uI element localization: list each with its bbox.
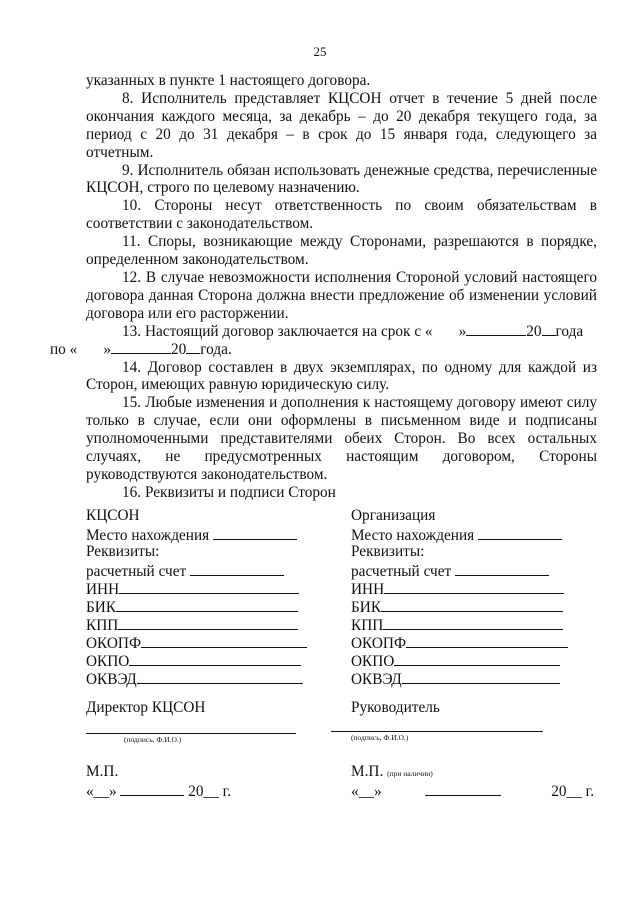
left-account-row: расчетный счет — [86, 561, 284, 581]
right-inn-blank — [384, 579, 564, 594]
year-word-2: года. — [200, 340, 232, 358]
left-okved-row: ОКВЭД — [86, 669, 303, 689]
left-date-row: «__» 20__ г. — [86, 783, 232, 800]
quote-close-2: » — [103, 340, 111, 358]
paragraph-14: 14. Договор составлен в двух экземплярах, по одному для каждой из Сторон, имеющих равную юридическую силу. — [86, 358, 597, 394]
left-signature-caption: (подпись, Ф.И.О.) — [124, 735, 182, 744]
right-stamp-note: (при наличии) — [387, 769, 433, 778]
right-kpp-blank — [383, 615, 563, 630]
right-party-block — [351, 507, 601, 800]
right-date-row: «__» 20__ г. — [351, 783, 595, 800]
left-location-row: Место нахождения — [86, 525, 297, 545]
end-year-blank — [186, 341, 200, 354]
right-party-title: Организация — [351, 507, 436, 524]
left-okopf-row: ОКОПФ — [86, 633, 307, 653]
right-account-row: расчетный счет — [351, 561, 549, 581]
left-signer-title: Директор КЦСОН — [86, 699, 206, 716]
left-okopf-blank — [141, 633, 307, 648]
paragraph-continuation: указанных в пункте 1 настоящего договора. — [86, 72, 371, 89]
right-okopf-blank — [406, 633, 568, 648]
right-location-row: Место нахождения — [351, 525, 562, 545]
year-word: года — [555, 322, 584, 340]
paragraph-11: 11. Споры, возникающие между Сторонами, разрешаются в порядке, определенном законодательством. — [86, 233, 597, 269]
left-bik-blank — [116, 597, 298, 612]
year-prefix: 20 — [526, 322, 542, 340]
paragraph-10: 10. Стороны несут ответственность по своим обязательствам в соответствии с законодательством. — [86, 197, 597, 233]
year-prefix-2: 20 — [170, 340, 187, 358]
left-party-block — [86, 507, 326, 800]
right-account-blank — [455, 561, 549, 576]
page-number: 25 — [313, 44, 327, 59]
start-year-blank — [542, 323, 556, 336]
paragraph-12: 12. В случае невозможности исполнения Стороной условий настоящего договора данная Сторона должна внести предложение об изменении условий договора или его расторжении. — [86, 268, 597, 322]
right-okpo-row: ОКПО — [351, 651, 560, 671]
right-signature-caption: (подпись, Ф.И.О.) — [351, 733, 409, 742]
right-bik-row: БИК — [351, 597, 563, 617]
right-okpo-blank — [394, 651, 560, 666]
left-inn-blank — [119, 579, 299, 594]
right-bik-blank — [381, 597, 563, 612]
left-okpo-row: ОКПО — [86, 651, 301, 671]
right-location-blank — [478, 525, 562, 540]
right-stamp-row: М.П. (при наличии) — [351, 763, 433, 780]
right-date-blank — [425, 781, 501, 796]
left-location-blank — [213, 525, 297, 540]
right-okved-blank — [402, 669, 560, 684]
quote-close: » — [458, 322, 467, 340]
left-bik-row: БИК — [86, 597, 298, 617]
right-okved-row: ОКВЭД — [351, 669, 560, 689]
right-kpp-row: КПП — [351, 615, 563, 635]
left-account-blank — [190, 561, 284, 576]
paragraph-8: 8. Исполнитель представляет КЦСОН отчет в течение 5 дней после окончания каждого месяца, за декабрь – до 20 декабря текущего года, за период с 20 до 31 декабря – в срок до 15 января года, следующего за отчетным. — [86, 89, 597, 161]
left-okpo-blank — [129, 651, 301, 666]
right-requisites-label: Реквизиты: — [351, 543, 425, 560]
left-kpp-blank — [118, 615, 298, 630]
left-kpp-row: КПП — [86, 615, 298, 635]
left-requisites-label: Реквизиты: — [86, 543, 160, 560]
paragraph-9: 9. Исполнитель обязан использовать денежные средства, перечисленные КЦСОН, строго по целевому назначению. — [86, 161, 597, 197]
left-okved-blank — [137, 669, 303, 684]
term-start-label: 13. Настоящий договор заключается на срок с « — [122, 322, 433, 340]
left-date-blank — [120, 781, 184, 796]
left-stamp: М.П. — [86, 763, 119, 780]
left-inn-row: ИНН — [86, 579, 299, 599]
right-okopf-row: ОКОПФ — [351, 633, 568, 653]
left-signature-line — [86, 733, 296, 734]
contract-body — [50, 72, 597, 502]
start-month-blank — [466, 323, 526, 336]
paragraph-16: 16. Реквизиты и подписи Сторон — [122, 483, 336, 501]
right-signer-title: Руководитель — [351, 699, 440, 716]
paragraph-15: 15. Любые изменения и дополнения к настоящему договору имеют силу только в случае, если они оформлены в письменном виде и подписаны уполномоченными представителями обеих Сторон. Во всех остальных случаях, не предусмотренных настоящим договором, Стороны руководствуются законодательством. — [86, 394, 597, 483]
right-inn-row: ИНН — [351, 579, 564, 599]
end-month-blank — [111, 341, 171, 354]
paragraph-13 — [50, 322, 597, 359]
term-end-label: по « — [50, 340, 78, 358]
left-party-title: КЦСОН — [86, 507, 140, 524]
right-signature-line — [331, 731, 543, 732]
